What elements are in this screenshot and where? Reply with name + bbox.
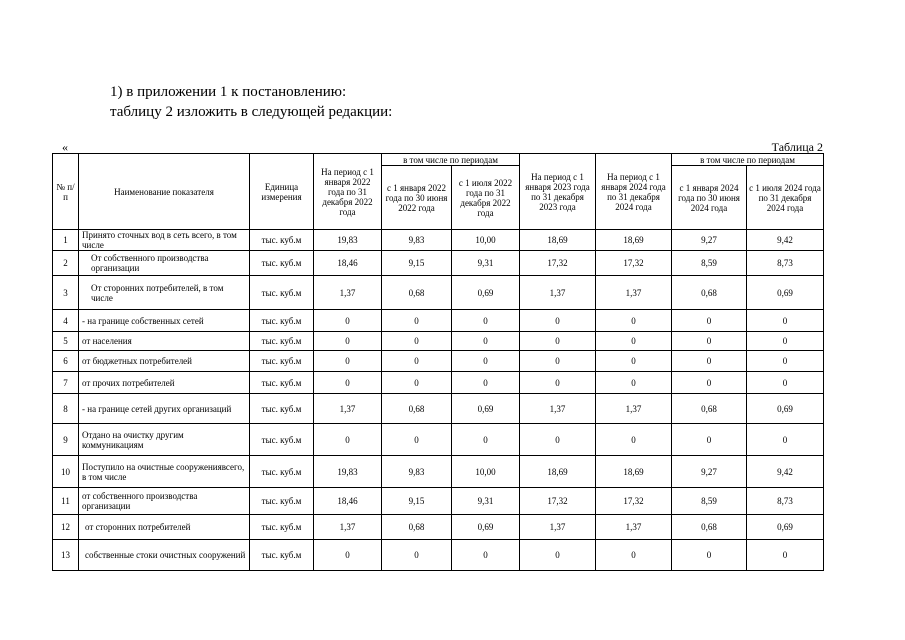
cell-p2024: 18,69: [596, 230, 672, 251]
cell-unit: тыс. куб.м: [250, 540, 314, 571]
cell-h1-2024: 9,27: [672, 230, 747, 251]
cell-h1-2022: 0,68: [382, 515, 452, 540]
cell-h1-2024: 0: [672, 372, 747, 394]
cell-h2-2024: 0,69: [747, 515, 824, 540]
cell-h1-2022: 0,68: [382, 394, 452, 424]
header-h2-2022: с 1 июля 2022 года по 31 декабря 2022 года: [452, 166, 520, 230]
cell-h1-2022: 0: [382, 351, 452, 372]
cell-num: 7: [53, 372, 79, 394]
intro-text: [110, 82, 392, 122]
cell-unit: тыс. куб.м: [250, 515, 314, 540]
cell-p2024: 0: [596, 332, 672, 351]
cell-unit: тыс. куб.м: [250, 456, 314, 488]
cell-name: - на границе собственных сетей: [79, 310, 250, 332]
cell-num: 13: [53, 540, 79, 571]
cell-p2024: 1,37: [596, 394, 672, 424]
table-row: [53, 276, 824, 310]
cell-p2024: 0: [596, 310, 672, 332]
cell-h1-2022: 0: [382, 424, 452, 456]
cell-h2-2024: 9,42: [747, 230, 824, 251]
table-row: [53, 424, 824, 456]
cell-h2-2024: 0: [747, 332, 824, 351]
header-unit: Единица измерения: [250, 154, 314, 230]
cell-p2023: 0: [520, 310, 596, 332]
cell-name: Поступило на очистные сооружениявсего, в том числе: [79, 456, 250, 488]
cell-h1-2024: 0: [672, 351, 747, 372]
table-row: [53, 372, 824, 394]
cell-p2024: 17,32: [596, 488, 672, 515]
cell-num: 1: [53, 230, 79, 251]
cell-h1-2024: 0,68: [672, 515, 747, 540]
cell-name: от бюджетных потребителей: [79, 351, 250, 372]
cell-h2-2024: 0,69: [747, 276, 824, 310]
cell-h1-2022: 9,83: [382, 230, 452, 251]
cell-p2022: 18,46: [314, 251, 382, 276]
cell-h2-2024: 8,73: [747, 251, 824, 276]
cell-h2-2022: 10,00: [452, 230, 520, 251]
cell-h1-2022: 0,68: [382, 276, 452, 310]
cell-name: собственные стоки очистных сооружений: [79, 540, 250, 571]
cell-h2-2022: 0: [452, 310, 520, 332]
header-h1-2022: с 1 января 2022 года по 30 июня 2022 года: [382, 166, 452, 230]
cell-h1-2022: 0: [382, 372, 452, 394]
cell-p2024: 17,32: [596, 251, 672, 276]
cell-p2023: 17,32: [520, 488, 596, 515]
cell-p2022: 1,37: [314, 515, 382, 540]
table-row: [53, 488, 824, 515]
header-group-2024: в том числе по периодам: [672, 154, 824, 166]
cell-num: 11: [53, 488, 79, 515]
cell-h1-2022: 0: [382, 310, 452, 332]
cell-p2023: 0: [520, 351, 596, 372]
cell-name: от населения: [79, 332, 250, 351]
table-caption: Таблица 2: [771, 140, 823, 154]
header-h2-2024: с 1 июля 2024 года по 31 декабря 2024 года: [747, 166, 824, 230]
cell-p2022: 18,46: [314, 488, 382, 515]
cell-p2023: 1,37: [520, 394, 596, 424]
cell-p2022: 0: [314, 372, 382, 394]
intro-line-1: 1) в приложении 1 к постановлению:: [110, 84, 347, 100]
cell-h1-2022: 0: [382, 540, 452, 571]
cell-p2022: 0: [314, 540, 382, 571]
cell-p2024: 0: [596, 372, 672, 394]
cell-num: 3: [53, 276, 79, 310]
cell-num: 5: [53, 332, 79, 351]
cell-name: Принято сточных вод в сеть всего, в том числе: [79, 230, 250, 251]
cell-h2-2022: 0: [452, 540, 520, 571]
cell-p2024: 0: [596, 351, 672, 372]
cell-h2-2024: 9,42: [747, 456, 824, 488]
cell-h1-2024: 0,68: [672, 276, 747, 310]
header-num: № п/п: [53, 154, 79, 230]
cell-unit: тыс. куб.м: [250, 310, 314, 332]
cell-unit: тыс. куб.м: [250, 230, 314, 251]
data-table: [52, 153, 824, 571]
cell-name: от собственного производства организации: [79, 488, 250, 515]
cell-h2-2024: 0: [747, 310, 824, 332]
cell-p2023: 18,69: [520, 230, 596, 251]
header-period-2024: На период с 1 января 2024 года по 31 декабря 2024 года: [596, 154, 672, 230]
cell-num: 12: [53, 515, 79, 540]
header-period-2023: На период с 1 января 2023 года по 31 декабря 2023 года: [520, 154, 596, 230]
cell-h2-2024: 8,73: [747, 488, 824, 515]
cell-h1-2022: 9,15: [382, 488, 452, 515]
cell-p2022: 0: [314, 332, 382, 351]
cell-unit: тыс. куб.м: [250, 488, 314, 515]
cell-h2-2024: 0,69: [747, 394, 824, 424]
cell-name: - на границе сетей других организаций: [79, 394, 250, 424]
cell-unit: тыс. куб.м: [250, 276, 314, 310]
table-row: [53, 515, 824, 540]
table-row: [53, 540, 824, 571]
cell-name: От сторонних потребителей, в том числе: [79, 276, 250, 310]
cell-h1-2022: 9,83: [382, 456, 452, 488]
cell-h1-2024: 0: [672, 310, 747, 332]
cell-h2-2022: 0: [452, 351, 520, 372]
cell-num: 8: [53, 394, 79, 424]
table-row: [53, 230, 824, 251]
opening-quote: «: [62, 140, 68, 154]
table-row: [53, 310, 824, 332]
header-period-2022: На период с 1 января 2022 года по 31 декабря 2022 года: [314, 154, 382, 230]
cell-h2-2022: 0: [452, 332, 520, 351]
cell-p2023: 1,37: [520, 276, 596, 310]
cell-name: Отдано на очистку другим коммуникациям: [79, 424, 250, 456]
cell-unit: тыс. куб.м: [250, 351, 314, 372]
cell-p2022: 19,83: [314, 230, 382, 251]
cell-h2-2022: 9,31: [452, 251, 520, 276]
cell-num: 10: [53, 456, 79, 488]
cell-h1-2024: 0: [672, 332, 747, 351]
cell-h2-2024: 0: [747, 372, 824, 394]
cell-unit: тыс. куб.м: [250, 394, 314, 424]
cell-p2022: 1,37: [314, 394, 382, 424]
cell-h2-2022: 0: [452, 424, 520, 456]
cell-h2-2022: 0,69: [452, 276, 520, 310]
cell-unit: тыс. куб.м: [250, 251, 314, 276]
cell-p2023: 0: [520, 424, 596, 456]
cell-h2-2022: 0: [452, 372, 520, 394]
cell-h1-2024: 0,68: [672, 394, 747, 424]
cell-p2023: 17,32: [520, 251, 596, 276]
cell-p2023: 0: [520, 332, 596, 351]
header-group-2022: в том числе по периодам: [382, 154, 520, 166]
cell-p2024: 18,69: [596, 456, 672, 488]
cell-p2023: 0: [520, 372, 596, 394]
cell-h1-2024: 0: [672, 540, 747, 571]
cell-h2-2022: 0,69: [452, 394, 520, 424]
cell-unit: тыс. куб.м: [250, 332, 314, 351]
cell-h2-2024: 0: [747, 424, 824, 456]
table-row: [53, 394, 824, 424]
cell-num: 9: [53, 424, 79, 456]
cell-p2022: 0: [314, 424, 382, 456]
cell-h1-2022: 0: [382, 332, 452, 351]
cell-p2024: 0: [596, 540, 672, 571]
cell-num: 6: [53, 351, 79, 372]
cell-h1-2022: 9,15: [382, 251, 452, 276]
cell-num: 2: [53, 251, 79, 276]
cell-p2022: 19,83: [314, 456, 382, 488]
table-row: [53, 456, 824, 488]
intro-line-2: таблицу 2 изложить в следующей редакции:: [110, 104, 393, 120]
cell-h2-2022: 9,31: [452, 488, 520, 515]
cell-h1-2024: 8,59: [672, 488, 747, 515]
table-row: [53, 351, 824, 372]
cell-h2-2022: 0,69: [452, 515, 520, 540]
cell-p2024: 1,37: [596, 515, 672, 540]
cell-p2022: 0: [314, 351, 382, 372]
cell-p2024: 0: [596, 424, 672, 456]
cell-h2-2024: 0: [747, 540, 824, 571]
cell-p2022: 1,37: [314, 276, 382, 310]
cell-p2023: 1,37: [520, 515, 596, 540]
table-row: [53, 332, 824, 351]
cell-h2-2024: 0: [747, 351, 824, 372]
cell-h1-2024: 0: [672, 424, 747, 456]
cell-p2023: 0: [520, 540, 596, 571]
cell-h2-2022: 10,00: [452, 456, 520, 488]
cell-unit: тыс. куб.м: [250, 372, 314, 394]
cell-h1-2024: 9,27: [672, 456, 747, 488]
cell-num: 4: [53, 310, 79, 332]
cell-name: от прочих потребителей: [79, 372, 250, 394]
cell-unit: тыс. куб.м: [250, 424, 314, 456]
cell-name: от сторонних потребителей: [79, 515, 250, 540]
cell-name: От собственного производства организации: [79, 251, 250, 276]
header-h1-2024: с 1 января 2024 года по 30 июня 2024 года: [672, 166, 747, 230]
cell-p2022: 0: [314, 310, 382, 332]
header-name: Наименование показателя: [79, 154, 250, 230]
cell-h1-2024: 8,59: [672, 251, 747, 276]
cell-p2024: 1,37: [596, 276, 672, 310]
table-row: [53, 251, 824, 276]
cell-p2023: 18,69: [520, 456, 596, 488]
